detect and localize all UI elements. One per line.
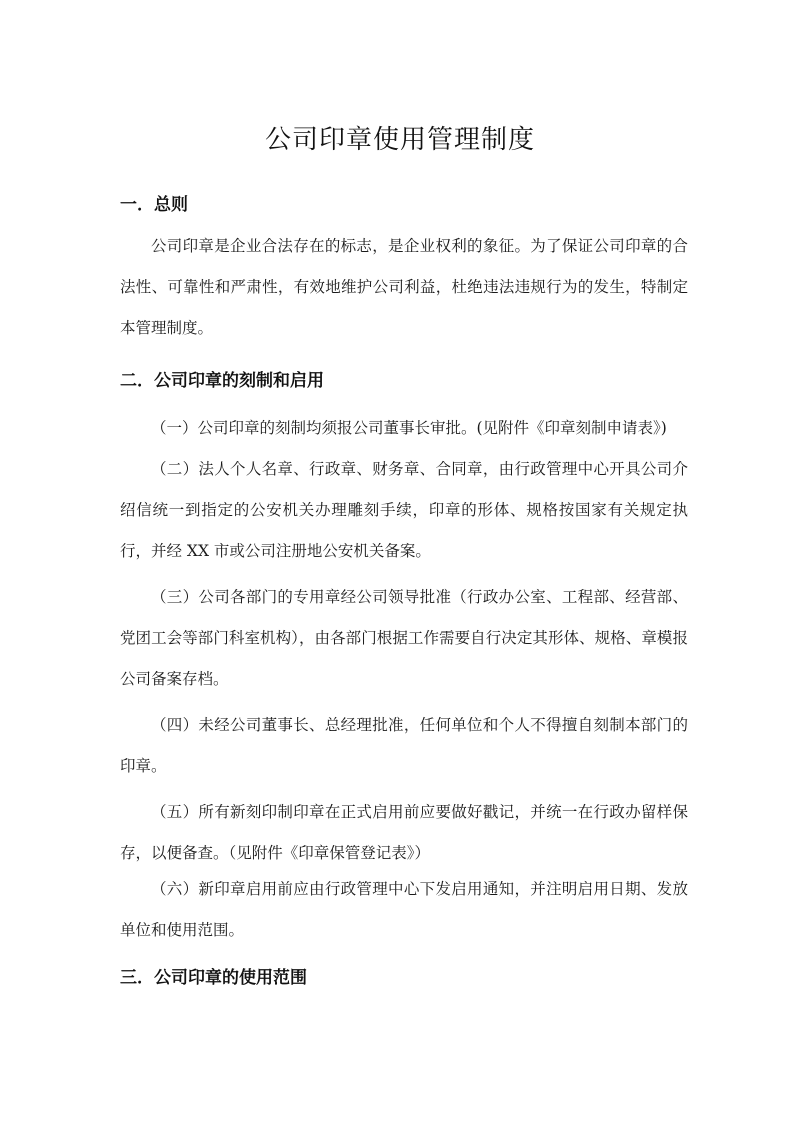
paragraph-general: 公司印章是企业合法存在的标志，是企业权利的象征。为了保证公司印章的合法性、可靠性和严肃性，有效地维护公司利益，杜绝违法违规行为的发生，特制定本管理制度。 — [120, 237, 688, 337]
paragraph-carving-5: （五）所有新刻印制印章在正式启用前应要做好戳记，并统一在行政办留样保存，以便备查。（见附件《印章保管登记表》） — [120, 803, 688, 862]
paragraph-carving-3: （三）公司各部门的专用章经公司领导批准（行政办公室、工程部、经营部、党团工会等部门科室机构），由各部门根据工作需要自行决定其形体、规格、章模报公司备案存档。 — [120, 588, 688, 688]
section-heading-general: 一．总则 — [120, 195, 188, 215]
paragraph-carving-6: （六）新印章启用前应由行政管理中心下发启用通知，并注明启用日期、发放单位和使用范围。 — [120, 880, 688, 939]
paragraph-carving-1: （一）公司印章的刻制均须报公司董事长审批。(见附件《印章刻制申请表》) — [151, 419, 667, 437]
paragraph-carving-2: （二）法人个人名章、行政章、财务章、合同章，由行政管理中心开具公司介绍信统一到指定的公安机关办理雕刻手续，印章的形体、规格按国家有关规定执行，并经 XX 市或公司注册地公安机关备案。 — [120, 460, 688, 560]
paragraph-carving-4: （四）未经公司董事长、总经理批准，任何单位和个人不得擅自刻制本部门的印章。 — [120, 716, 688, 775]
section-heading-usage-scope: 三．公司印章的使用范围 — [120, 968, 307, 988]
section-heading-carving: 二．公司印章的刻制和启用 — [120, 371, 324, 391]
document-title: 公司印章使用管理制度 — [264, 125, 535, 155]
